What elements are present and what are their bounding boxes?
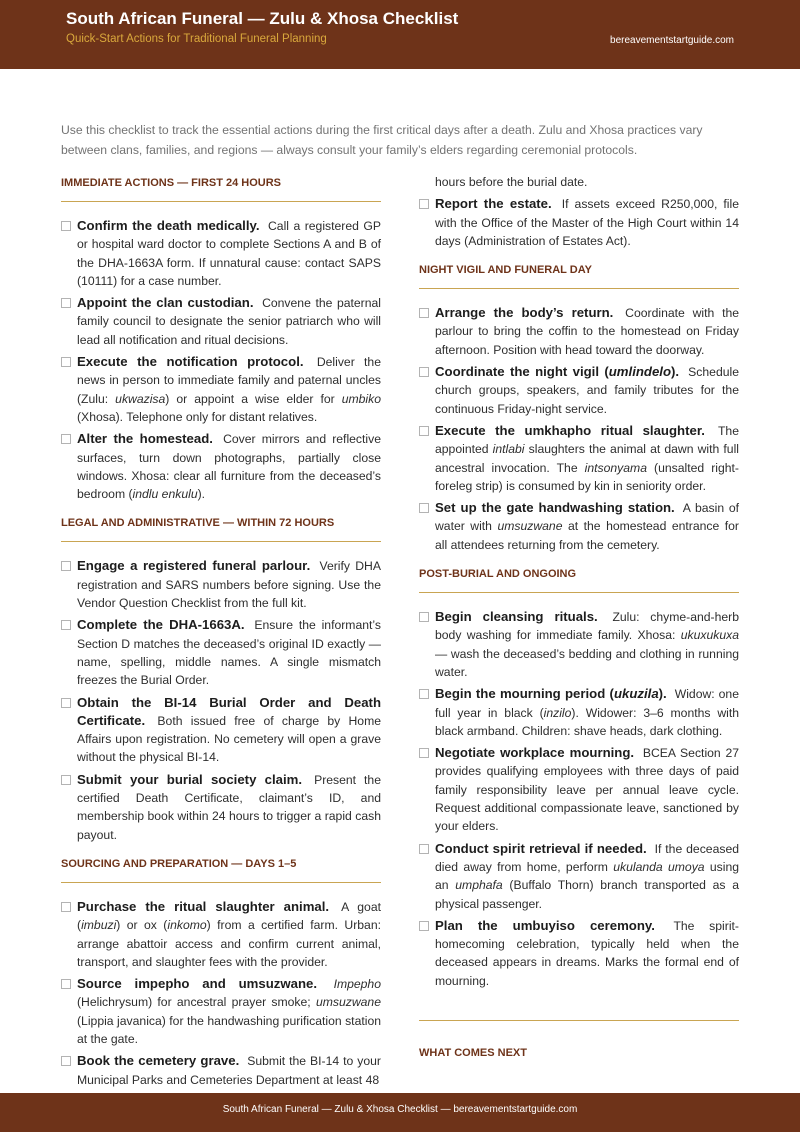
checkbox[interactable]: [61, 357, 71, 367]
item-body: If the deceased died away from home, perform ukulanda umoya using an umphafa (Buffalo Thorn) branch transported as a physical passenger.: [435, 841, 740, 911]
checkbox[interactable]: [419, 921, 429, 931]
item-body: Convene the paternal family council to designate the senior patriarch who will lead all notification and ritual decisions.: [77, 296, 382, 347]
checklist-item: [419, 422, 739, 495]
checkbox[interactable]: [61, 434, 71, 444]
page-header: [0, 0, 800, 69]
checklist-item: [61, 771, 381, 844]
checklist-section: [419, 264, 739, 554]
checkbox[interactable]: [419, 748, 429, 758]
checklist-item: [419, 499, 739, 554]
item-body: Coordinate with the parlour to bring the coffin to the homestead on Friday afternoon. Position with head toward the doorway.: [435, 306, 740, 357]
checklist-item: [419, 917, 739, 990]
item-body: Widow: one full year in black (inzilo). Widower: 3–6 months with black armband. Children: shave heads, dark clothing.: [435, 687, 739, 738]
checklist-item: [61, 975, 381, 1048]
item-body: Ensure the informant’s Section D matches the deceased’s original ID exactly — name, spelling, middle names. A single mismatch freezes the Burial Order.: [77, 618, 381, 688]
checklist-section: [61, 858, 381, 1089]
item-body: A goat (imbuzi) or ox (inkomo) from a certified farm. Urban: arrange abattoir access and confirm current animal, transport, and slaughter fees with the provider.: [77, 899, 381, 969]
checkbox[interactable]: [61, 298, 71, 308]
checklist-item: [61, 353, 381, 426]
checkbox[interactable]: [419, 689, 429, 699]
item-body: Cover mirrors and reflective surfaces, turn down photographs, partially close windows. Xhosa: clear all furniture from the deceased’s bedroom (indlu enkulu).: [77, 432, 381, 502]
section-heading: IMMEDIATE ACTIONS — FIRST 24 HOURS: [61, 177, 381, 202]
section-heading: POST-BURIAL AND ONGOING: [419, 568, 739, 593]
item-lead: Submit your burial society claim.: [77, 771, 303, 787]
checklist-item: [419, 744, 739, 835]
item-lead: Purchase the ritual slaughter animal.: [77, 898, 330, 914]
checkbox[interactable]: [61, 902, 71, 912]
item-body: Call a registered GP or hospital ward doctor to complete Sections A and B of the DHA-1663A form. If unnatural cause: contact SAPS (10111) for a case number.: [77, 219, 381, 288]
item-lead: Confirm the death medically.: [77, 218, 260, 233]
checklist-section: [61, 177, 381, 503]
checklist-item: [61, 217, 381, 290]
item-lead: Alter the homestead.: [77, 431, 213, 447]
checklist-section: [61, 517, 381, 843]
checklist-item: [419, 304, 739, 359]
checkbox[interactable]: [61, 620, 71, 630]
item-body: Deliver the news in person to immediate family and paternal uncles (Zulu: ukwazisa) or appoint a wise elder for umbiko (Xhosa). Telephone only for distant relatives.: [77, 355, 381, 424]
item-body: Verify DHA registration and SARS numbers before signing. Use the Vendor Question Checklist from the full kit.: [77, 559, 381, 611]
item-body: Present the certified Death Certificate, claimant’s ID, and membership book within 24 hours to trigger a rapid cash payout.: [77, 772, 381, 842]
checklist-item: [61, 1052, 381, 1089]
section-heading: NIGHT VIGIL AND FUNERAL DAY: [419, 264, 739, 289]
site-url: bereavementstartguide.com: [610, 35, 734, 46]
checklist-item: [61, 694, 381, 767]
item-body: Impepho (Helichrysum) for ancestral prayer smoke; umsuzwane (Lippia javanica) for the handwashing purification station at the gate.: [77, 977, 381, 1046]
item-lead: Book the cemetery grave.: [77, 1053, 240, 1069]
item-body: Submit the BI-14 to your Municipal Parks and Cemeteries Department at least 48: [77, 1054, 381, 1087]
item-lead: Negotiate workplace mourning.: [435, 745, 635, 761]
item-lead: Begin cleansing rituals.: [435, 609, 598, 625]
checkbox[interactable]: [419, 503, 429, 513]
checkbox[interactable]: [419, 367, 429, 377]
item-body: The spirit-homecoming celebration, typically held when the deceased appears in dreams. Marks the formal end of mourning.: [435, 918, 739, 988]
item-lead: Conduct spirit retrieval if needed.: [435, 840, 647, 856]
section-heading: SOURCING AND PREPARATION — DAYS 1–5: [61, 858, 381, 883]
item-lead: Complete the DHA-1663A.: [77, 617, 245, 633]
item-lead: Execute the notification protocol.: [77, 354, 304, 370]
checklist-item: [419, 195, 739, 250]
item-lead: Begin the mourning period (ukuzila).: [435, 686, 667, 702]
continued-text: hours before the burial date.: [435, 175, 588, 189]
left-column: [61, 177, 381, 1103]
checkbox[interactable]: [419, 199, 429, 209]
checklist-item: [419, 363, 739, 418]
checkbox[interactable]: [61, 221, 71, 231]
item-body: BCEA Section 27 provides qualifying employees with three days of paid family responsibility leave per annual leave cycle. Request additional compassionate leave, sanctioned by your elders.: [435, 746, 739, 834]
checkbox[interactable]: [61, 775, 71, 785]
checkbox[interactable]: [61, 979, 71, 989]
item-lead: Report the estate.: [435, 196, 552, 212]
checkbox[interactable]: [61, 561, 71, 571]
item-body: If assets exceed R250,000, file with the Office of the Master of the High Court within 14 days (Administration of Estates Act).: [435, 197, 739, 248]
checklist-item: [61, 294, 381, 349]
checklist-item: [61, 430, 381, 503]
item-lead: Plan the umbuyiso ceremony.: [435, 917, 655, 933]
item-lead: Arrange the body’s return.: [435, 305, 614, 321]
item-body: Both issued free of charge by Home Affairs upon registration. No cemetery will open a grave without the physical BI-14.: [77, 713, 381, 765]
item-lead: Appoint the clan custodian.: [77, 295, 254, 311]
checkbox[interactable]: [419, 612, 429, 622]
checklist-section: [419, 195, 739, 250]
checklist-section: [419, 568, 739, 990]
item-lead: Execute the umkhapho ritual slaughter.: [435, 422, 705, 438]
checklist-item: [419, 840, 739, 913]
item-body: The appointed intlabi slaughters the animal at dawn with full ancestral invocation. The intsonyama (unsalted right-foreleg strip) is consumed by kin in seniority order.: [435, 423, 739, 493]
item-lead: Obtain the BI-14 Burial Order and Death Certificate.: [77, 694, 381, 728]
page-title: South African Funeral — Zulu & Xhosa Checklist: [66, 9, 459, 28]
right-column: [419, 177, 739, 1059]
checklist-item: [61, 557, 381, 612]
item-body: Schedule church groups, speakers, and family tributes for the continuous Friday-night service.: [435, 365, 739, 416]
checkbox[interactable]: [419, 308, 429, 318]
checklist-item: [61, 616, 381, 689]
item-lead: Coordinate the night vigil (umlindelo).: [435, 364, 680, 380]
checkbox[interactable]: [419, 426, 429, 436]
checkbox[interactable]: [61, 1056, 71, 1066]
item-body: Zulu: chyme-and-herb body washing for immediate family. Xhosa: ukuxukuxa — wash the deceased’s bedding and clothing in running water.: [435, 610, 739, 679]
section-heading: WHAT COMES NEXT: [419, 1046, 527, 1059]
section-divider: [419, 1020, 739, 1021]
item-lead: Engage a registered funeral parlour.: [77, 558, 311, 574]
item-lead: Set up the gate handwashing station.: [435, 500, 675, 516]
checklist-item: [61, 898, 381, 971]
section-heading: LEGAL AND ADMINISTRATIVE — WITHIN 72 HOURS: [61, 517, 381, 542]
item-lead: Source impepho and umsuzwane.: [77, 976, 317, 992]
checklist-item: [419, 685, 739, 740]
intro-paragraph: Use this checklist to track the essential actions during the first critical days after a death. Zulu and Xhosa practices vary between clans, families, and regions — always consult your family’s elders regarding ceremonial protocols.: [61, 123, 703, 157]
footer-text: South African Funeral — Zulu & Xhosa Checklist — bereavementstartguide.com: [222, 1104, 578, 1115]
item-body: A basin of water with umsuzwane at the homestead entrance for all attendees returning from the cemetery.: [435, 501, 739, 552]
page-footer: [0, 1093, 800, 1132]
checklist-item: [419, 608, 739, 681]
page-subtitle: Quick-Start Actions for Traditional Funeral Planning: [66, 33, 327, 45]
checkbox[interactable]: [419, 844, 429, 854]
checkbox[interactable]: [61, 698, 71, 708]
